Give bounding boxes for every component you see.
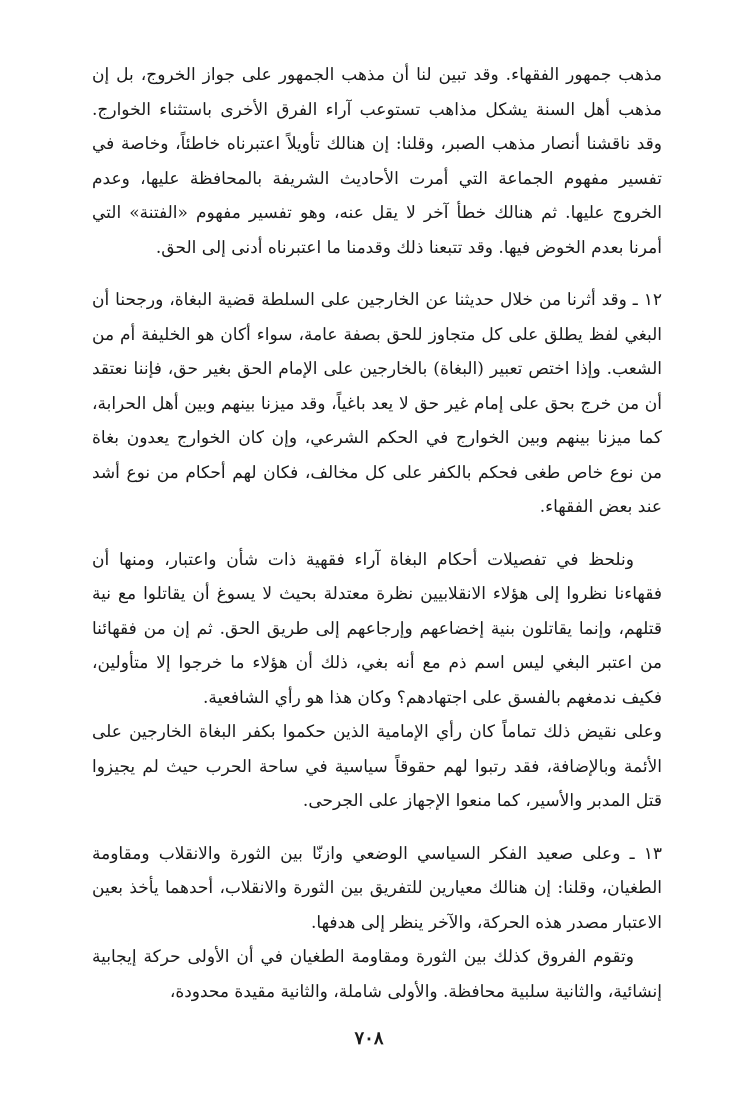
paragraph-5: ١٣ ـ وعلى صعيد الفكر السياسي الوضعي وازنّا بين الثورة والانقلاب ومقاومة الطغيان، وقلنا: إن هنالك معيارين للتفريق بين الثورة والانقلاب، أحدهما يأخذ بعين الاعتبار مصدر هذه الحركة، والآخر ينظر إلى هدفها. (92, 843, 662, 933)
page-number: ٧٠٨ (354, 1028, 384, 1049)
paragraph-1: مذهب جمهور الفقهاء. وقد تبين لنا أن مذهب الجمهور على جواز الخروج، بل إن مذهب أهل السنة يشكل مذاهب تستوعب آراء الفرق الأخرى باستثناء الخوارج. وقد ناقشنا أنصار مذهب الصبر، وقلنا: إن هنالك تأويلاً اعتبرناه خاطئاً، وخاصة في تفسير مفهوم الجماعة التي أمرت الأحاديث الشريفة بالمحافظة عليها، وعدم الخروج عليها. ثم هنالك خطأ آخر لا يقل عنه، وهو تفسير مفهوم «الفتنة» التي أمرنا بعدم الخوض فيها. وقد تتبعنا ذلك وقدمنا ما اعتبرناه أدنى إلى الحق. (92, 65, 662, 258)
paragraph-4: وعلى نقيض ذلك تماماً كان رأي الإمامية الذين حكموا بكفر البغاة الخارجين على الأئمة وبالإضافة، فقد رتبوا لهم حقوقاً سياسية في ساحة الحرب حيث لم يجيزوا قتل المدبر والأسير، كما منعوا الإجهاز على الجرحى. (92, 722, 662, 811)
body-text (92, 58, 662, 1009)
paragraph-3: ونلحظ في تفصيلات أحكام البغاة آراء فقهية ذات شأن واعتبار، ومنها أن فقهاءنا نظروا إلى هؤلاء الانقلابيين نظرة معتدلة بحيث لا يسوغ أن يقاتلوا مع نية قتلهم، وإنما يقاتلون بنية إخضاعهم وإرجاعهم إلى طريق الحق. ثم إن من فقهائنا من اعتبر البغي ليس اسم ذم مع أنه بغي، ذلك أن هؤلاء ما خرجوا إلا متأولين، فكيف ندمغهم بالفسق على اجتهادهم؟ وكان هذا هو رأي الشافعية. (92, 549, 662, 708)
paragraph-2: ١٢ ـ وقد أثرنا من خلال حديثنا عن الخارجين على السلطة قضية البغاة، ورجحنا أن البغي لفظ يطلق على كل متجاوز للحق بصفة عامة، سواء أكان هو الخليفة أم من الشعب. وإذا اختص تعبير (البغاة) بالخارجين على الإمام الحق بغير حق، فإننا نعتقد أن من خرج بحق على إمام غير حق لا يعد باغياً، وقد ميزنا بينهم وبين أهل الحرابة، كما ميزنا بينهم وبين الخوارج في الحكم الشرعي، وإن كان الخوارج يعدون بغاة من نوع خاص طغى فحكم بالكفر على كل مخالف، فكان لهم أحكام من نوع أشد عند بعض الفقهاء. (92, 290, 662, 517)
paragraph-6: وتقوم الفروق كذلك بين الثورة ومقاومة الطغيان في أن الأولى حركة إيجابية إنشائية، والثانية سلبية محافظة. والأولى شاملة، والثانية مقيدة محدودة، (92, 947, 662, 1002)
